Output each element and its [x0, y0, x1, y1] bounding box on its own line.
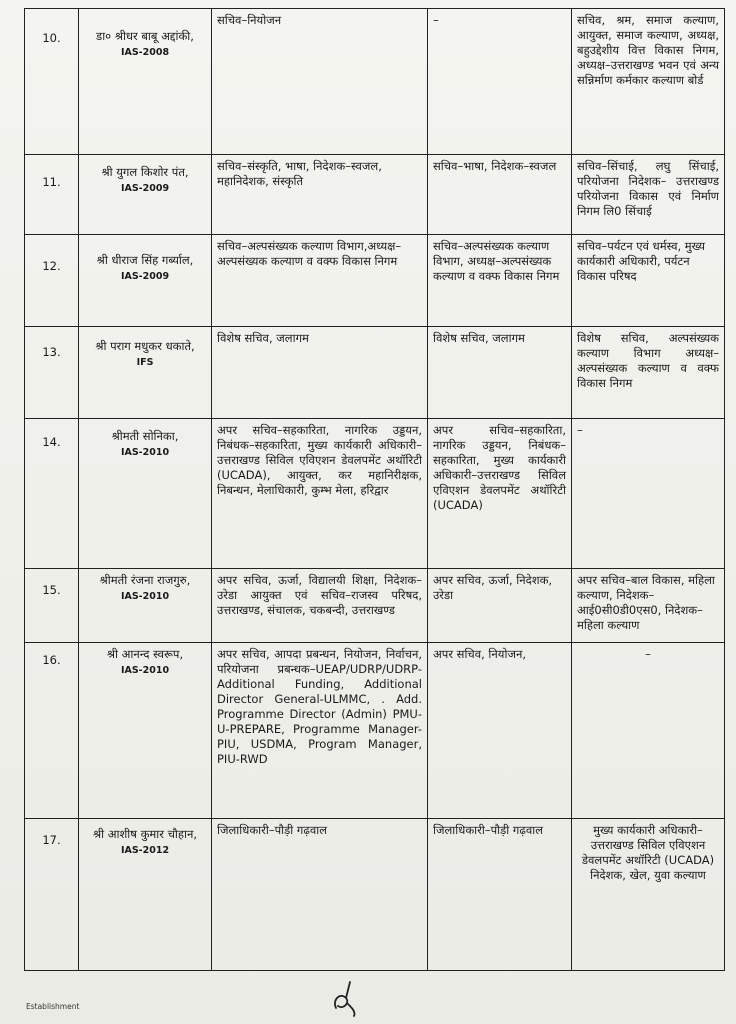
officer-name: श्री युगल किशोर पंत, — [101, 165, 189, 179]
table-row — [25, 327, 725, 419]
officer-service: IAS-2010 — [120, 446, 170, 458]
current-posting: अपर सचिव–सहकारिता, नागरिक उड्डयन, निबंधक–सहकारिता, मुख्य कार्यकारी अधिकारी– उत्तराखण्ड सिविल एविएशन डेवलपमेंट अथॉरिटी (UCADA), आयुक्त, कर महानिरीक्षक, निबन्धन, मेलाधिकारी, कुम्भ मेला, हरिद्वार — [212, 419, 428, 569]
officer-service: IAS-2012 — [120, 844, 170, 856]
new-posting: – — [572, 643, 725, 819]
officer-service: IAS-2008 — [120, 46, 170, 58]
new-posting: – — [572, 419, 725, 569]
table-row — [25, 643, 725, 819]
serial-number: 16. — [25, 643, 79, 819]
officer-service: IFS — [136, 356, 154, 368]
retained-posting: अपर सचिव–सहकारिता, नागरिक उड्डयन, निबंधक–सहकारिता, मुख्य कार्यकारी अधिकारी–उत्तराखण्ड सिविल एविएशन डेवलपमेंट अथॉरिटी (UCADA) — [428, 419, 572, 569]
retained-posting: अपर सचिव, नियोजन, — [428, 643, 572, 819]
table-row — [25, 155, 725, 235]
officer-name: श्री आनन्द स्वरूप, — [106, 647, 184, 661]
new-posting: अपर सचिव–बाल विकास, महिला कल्याण, निदेशक–आई0सी0डी0एस0, निदेशक–महिला कल्याण — [572, 569, 725, 643]
new-posting: सचिव, श्रम, समाज कल्याण, आयुक्त, समाज कल्याण, अध्यक्ष, बहुउद्देशीय वित्त विकास निगम, अध्यक्ष–उत्तराखण्ड भवन एवं अन्य सन्निर्माण कर्मकार कल्याण बोर्ड — [572, 9, 725, 155]
footer-label: Establishment — [26, 1002, 80, 1011]
officer-name: श्रीमती रंजना राजगुरु, — [99, 573, 191, 587]
officer-service: IAS-2009 — [120, 182, 170, 194]
officer-name: श्री पराग मधुकर धकाते, — [95, 339, 195, 353]
serial-number: 11. — [25, 155, 79, 235]
officer-name: श्री आशीष कुमार चौहान, — [92, 827, 198, 841]
current-posting: सचिव–संस्कृति, भाषा, निदेशक–स्वजल, महानिदेशक, संस्कृति — [212, 155, 428, 235]
officer-service: IAS-2010 — [120, 590, 170, 602]
serial-number: 10. — [25, 9, 79, 155]
officer-name-cell — [79, 819, 212, 971]
officer-name-cell — [79, 419, 212, 569]
current-posting: विशेष सचिव, जलागम — [212, 327, 428, 419]
serial-number: 14. — [25, 419, 79, 569]
officer-name-cell — [79, 327, 212, 419]
retained-posting: – — [428, 9, 572, 155]
table-row — [25, 819, 725, 971]
current-posting: सचिव–नियोजन — [212, 9, 428, 155]
current-posting: अपर सचिव, आपदा प्रबन्धन, नियोजन, निर्वाचन, परियोजना प्रबन्धक–UEAP/UDRP/UDRP-Additional Funding, Additional Director General-ULMMC, . Add. Programme Director (Admin) PMU-U-PREPARE, Programme Manager-PIU, USDMA, Program Manager, PIU-RWD — [212, 643, 428, 819]
officer-service: IAS-2009 — [120, 270, 170, 282]
retained-posting: सचिव–भाषा, निदेशक–स्वजल — [428, 155, 572, 235]
new-posting: विशेष सचिव, अल्पसंख्यक कल्याण विभाग अध्यक्ष–अल्पसंख्यक कल्याण व वक्फ विकास निगम — [572, 327, 725, 419]
table-row — [25, 9, 725, 155]
officer-name-cell — [79, 155, 212, 235]
retained-posting: विशेष सचिव, जलागम — [428, 327, 572, 419]
new-posting: सचिव–सिंचाई, लघु सिंचाई, परियोजना निदेशक– उत्तराखण्ड परियोजना विकास एवं निर्माण निगम लि0 सिंचाई — [572, 155, 725, 235]
officer-service: IAS-2010 — [120, 664, 170, 676]
serial-number: 17. — [25, 819, 79, 971]
table-row — [25, 419, 725, 569]
officer-name-cell — [79, 569, 212, 643]
officer-name: श्री धीराज सिंह गर्ब्याल, — [96, 253, 194, 267]
serial-number: 12. — [25, 235, 79, 327]
officer-name: श्रीमती सोनिका, — [111, 429, 179, 443]
table-row — [25, 569, 725, 643]
retained-posting: जिलाधिकारी–पौड़ी गढ़वाल — [428, 819, 572, 971]
current-posting: अपर सचिव, ऊर्जा, विद्यालयी शिक्षा, निदेशक–उरेडा आयुक्त एवं सचिव–राजस्व परिषद, उत्तराखण्ड, संचालक, चकबन्दी, उत्तराखण्ड — [212, 569, 428, 643]
signature-mark — [330, 978, 364, 1018]
retained-posting: सचिव–अल्पसंख्यक कल्याण विभाग, अध्यक्ष–अल्पसंख्यक कल्याण व वक्फ विकास निगम — [428, 235, 572, 327]
new-posting: सचिव–पर्यटन एवं धर्मस्व, मुख्य कार्यकारी अधिकारी, पर्यटन विकास परिषद — [572, 235, 725, 327]
retained-posting: अपर सचिव, ऊर्जा, निदेशक, उरेडा — [428, 569, 572, 643]
officer-name-cell — [79, 235, 212, 327]
serial-number: 15. — [25, 569, 79, 643]
officer-name-cell — [79, 9, 212, 155]
current-posting: सचिव–अल्पसंख्यक कल्याण विभाग,अध्यक्ष–अल्पसंख्यक कल्याण व वक्फ विकास निगम — [212, 235, 428, 327]
new-posting: मुख्य कार्यकारी अधिकारी–उत्तराखण्ड सिविल एविएशन डेवलपमेंट अथॉरिटी (UCADA) निदेशक, खेल, युवा कल्याण — [572, 819, 725, 971]
officer-name-cell — [79, 643, 212, 819]
current-posting: जिलाधिकारी–पौड़ी गढ़वाल — [212, 819, 428, 971]
table-row — [25, 235, 725, 327]
officer-name: डा० श्रीधर बाबू अद्दांकी, — [96, 29, 194, 43]
serial-number: 13. — [25, 327, 79, 419]
officer-transfer-table — [24, 8, 725, 971]
